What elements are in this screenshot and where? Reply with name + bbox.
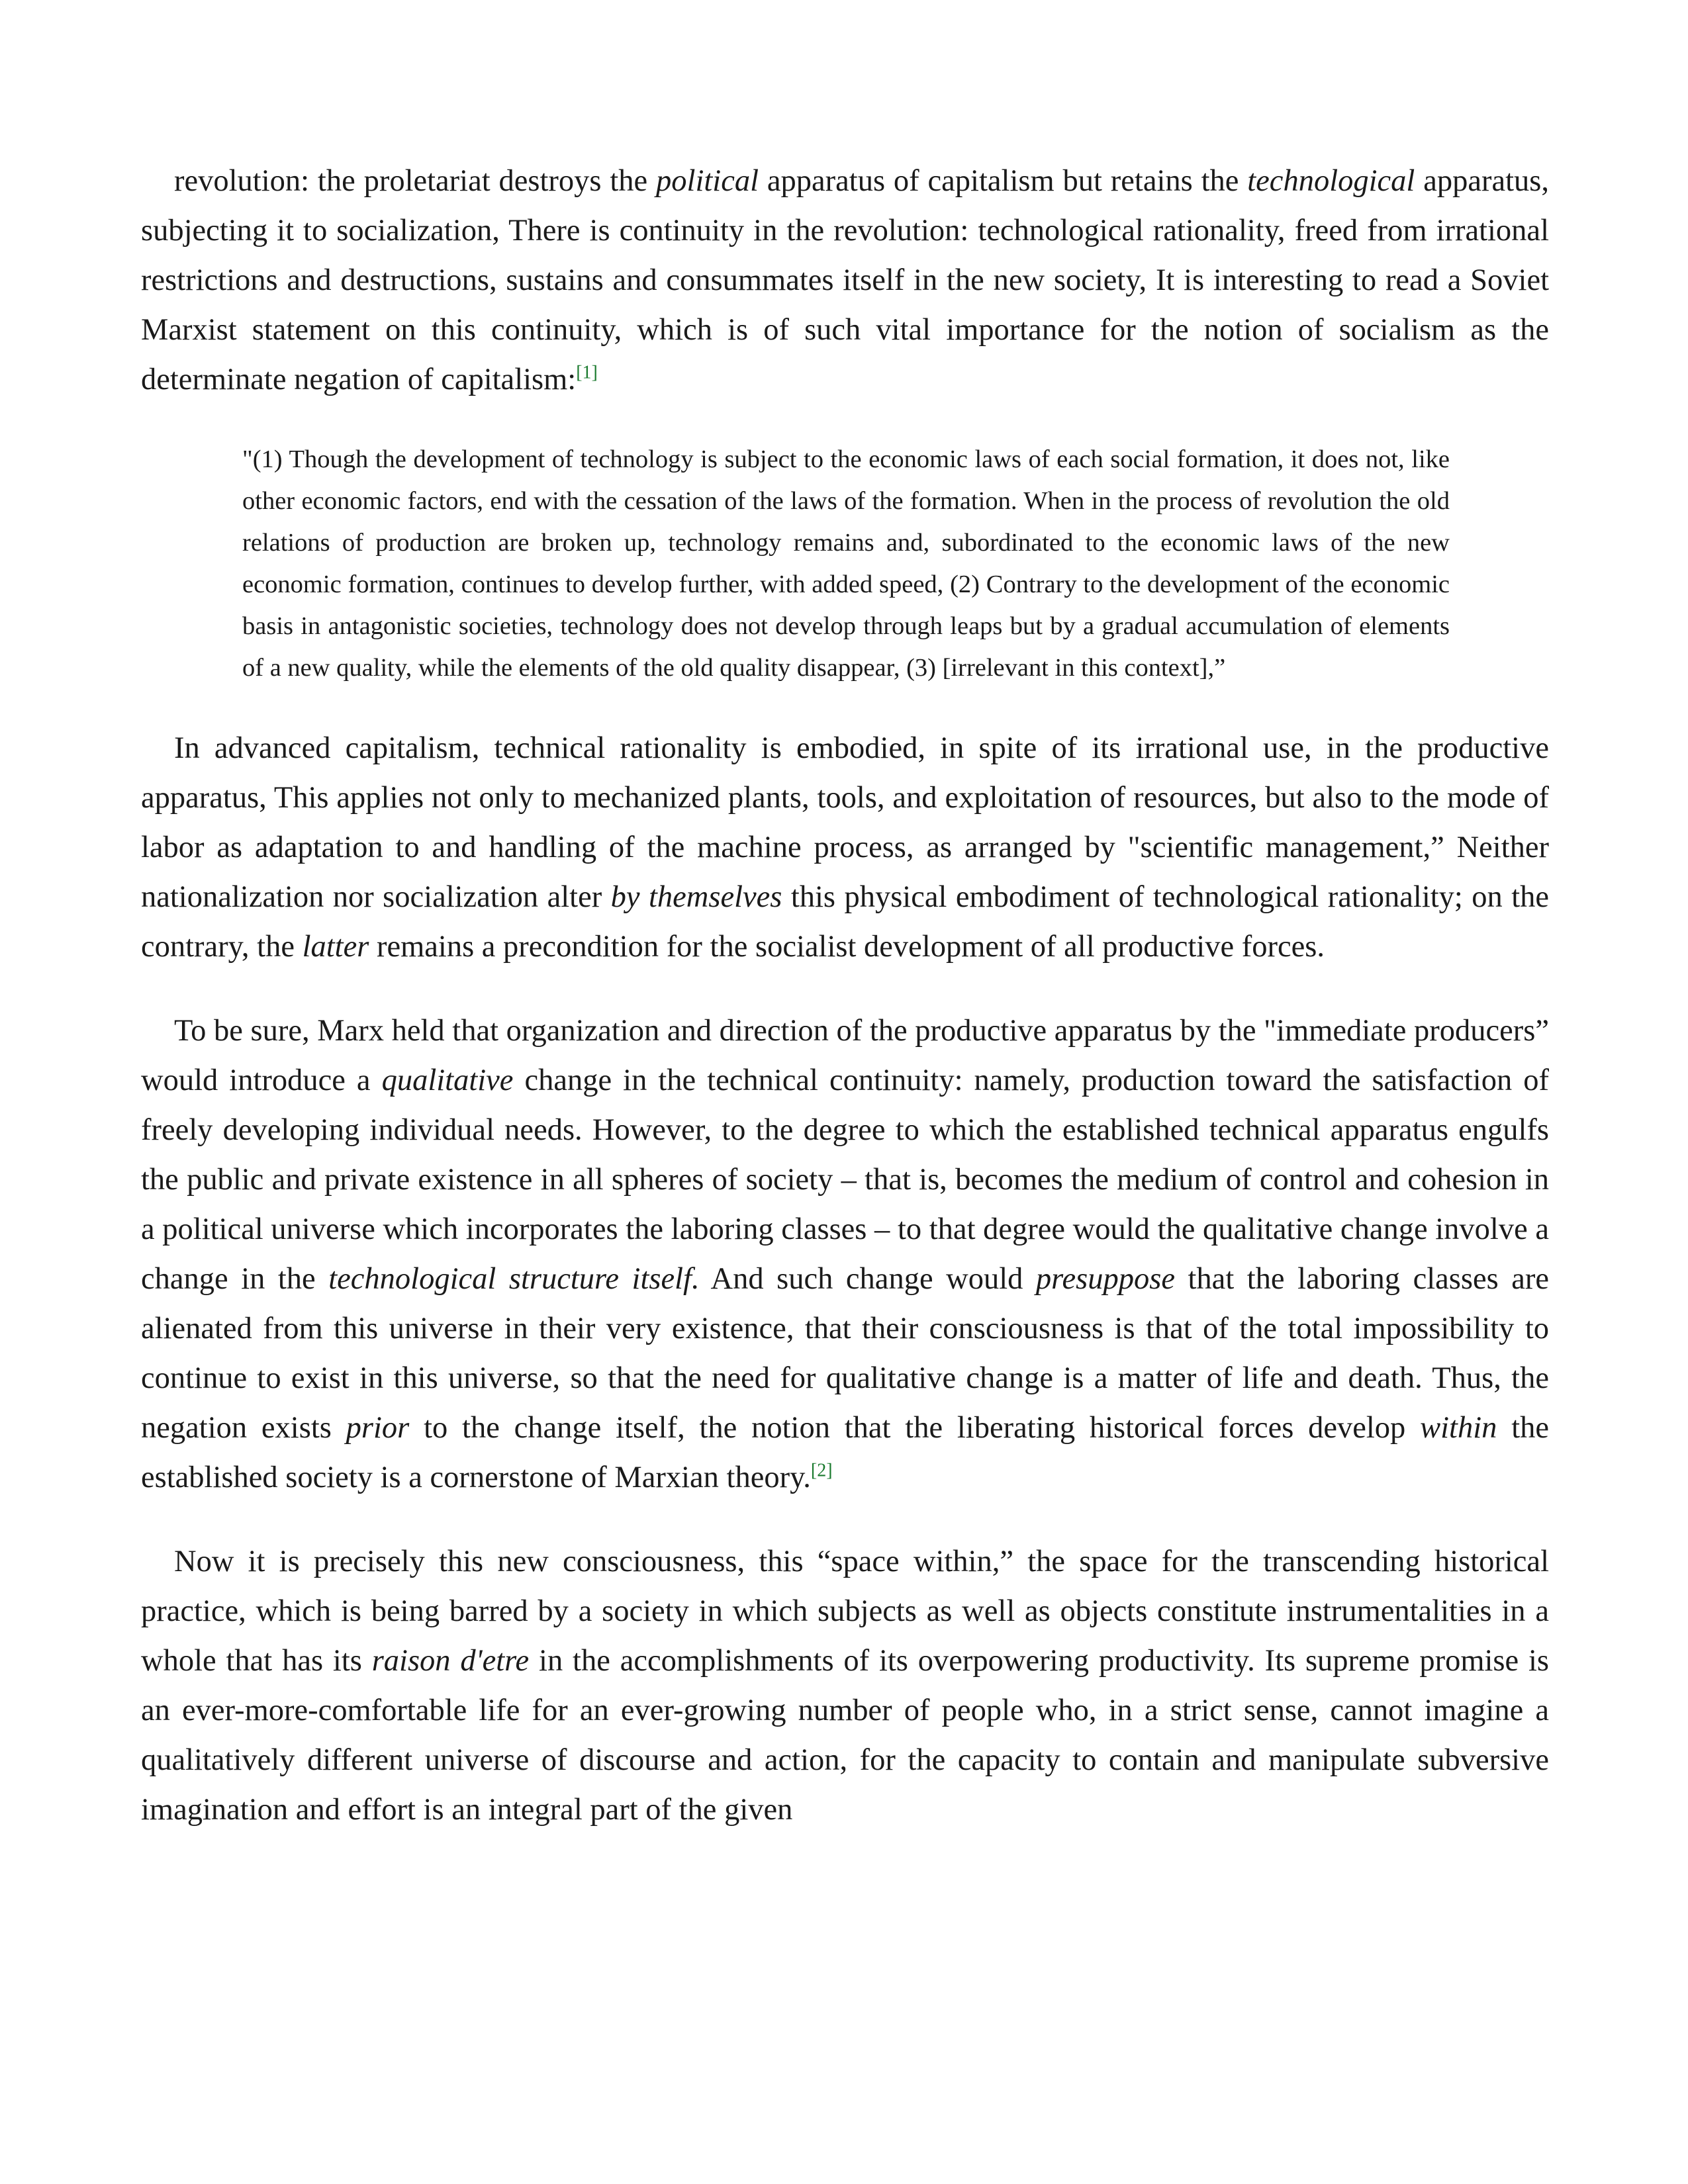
italic-emphasis: by themselves [610, 880, 782, 914]
italic-emphasis: political [656, 164, 759, 198]
italic-emphasis: prior [346, 1411, 410, 1445]
paragraph-advanced-capitalism [141, 723, 1549, 972]
paragraph-marx-qualitative-change [141, 1006, 1549, 1502]
text-run: In advanced capitalism, technical rationality is embodied, in spite of its irrational use, in the productive apparatus, This applies not only to mechanized plants, tools, and exploitation of resources, but also to the mode of labor as adaptation to and handling of the machine process, as arranged by "scientific management,” Neither nationalization nor socialization alter [141, 731, 1549, 914]
text-run: change in the technical continuity: namely, production toward the satisfaction of freely developing individual needs. However, to the degree to which the established technical apparatus engulfs the public and private existence in all spheres of society – that is, becomes the medium of control and cohesion in a political universe which incorporates the laboring classes – to that degree would the qualitative change involve a change in the [141, 1064, 1549, 1296]
italic-emphasis: technological [1247, 164, 1415, 198]
document-page [141, 156, 1549, 1835]
text-run: apparatus, subjecting it to socialization, There is continuity in the revolution: technological rationality, freed from irrational restrictions and destructions, sustains and consummates itself in the new society, It is interesting to read a Soviet Marxist statement on this continuity, which is of such vital importance for the notion of socialism as the determinate negation of capitalism: [141, 164, 1549, 396]
text-run: in the accomplishments of its overpowering productivity. Its supreme promise is an ever-more-comfortable life for an ever-growing number of people who, in a strict sense, cannot imagine a qualitatively different universe of discourse and action, for the capacity to contain and manipulate subversive imagination and effort is an integral part of the given [141, 1644, 1550, 1827]
footnote-link-1[interactable]: [1] [576, 362, 598, 383]
text-run: remains a precondition for the socialist development of all productive forces. [369, 930, 1325, 964]
text-run: this physical embodiment of technological rationality; on the contrary, the [141, 880, 1550, 964]
italic-emphasis: technological structure itself. [328, 1262, 700, 1296]
italic-emphasis: latter [302, 930, 369, 964]
footnote-link-2[interactable]: [2] [810, 1460, 833, 1481]
text-run: to the change itself, the notion that the liberating historical forces develop [409, 1411, 1421, 1445]
italic-emphasis: presuppose [1035, 1262, 1175, 1296]
text-run: And such change would [699, 1262, 1036, 1296]
text-run: apparatus of capitalism but retains the [759, 164, 1248, 198]
italic-emphasis: within [1420, 1411, 1497, 1445]
block-quote-soviet-statement: "(1) Though the development of technology is subject to the economic laws of each social formation, it does not, like other economic factors, end with the cessation of the laws of the formation. When in the process of revolution the old relations of production are broken up, technology remains and, subordinated to the economic laws of the new economic formation, continues to develop further, with added speed, (2) Contrary to the development of the economic basis in antagonistic societies, technology does not develop through leaps but by a gradual accumulation of elements of a new quality, while the elements of the old quality disappear, (3) [irrelevant in this context],” [242, 445, 1450, 682]
text-run: Now it is precisely this new consciousness, this “space within,” the space for the transcending historical practice, which is being barred by a society in which subjects as well as objects constitute instrumentalities in a whole that has its [141, 1545, 1549, 1678]
italic-emphasis: raison d'etre [371, 1644, 530, 1678]
text-run: revolution: the proletariat destroys the [174, 164, 657, 198]
text-run: that the laboring classes are alienated from this universe in their very existence, that their consciousness is that of the total impossibility to continue to exist in this universe, so that the need for qualitative change is a matter of life and death. Thus, the negation exists [141, 1262, 1549, 1445]
italic-emphasis: qualitative [381, 1064, 514, 1097]
paragraph-revolution-continuity [141, 156, 1549, 404]
text-run: To be sure, Marx held that organization and direction of the productive apparatus by the "immediate producers” would introduce a [141, 1014, 1549, 1097]
paragraph-space-within [141, 1537, 1549, 1835]
text-run: the established society is a cornerstone of Marxian theory. [141, 1411, 1549, 1494]
